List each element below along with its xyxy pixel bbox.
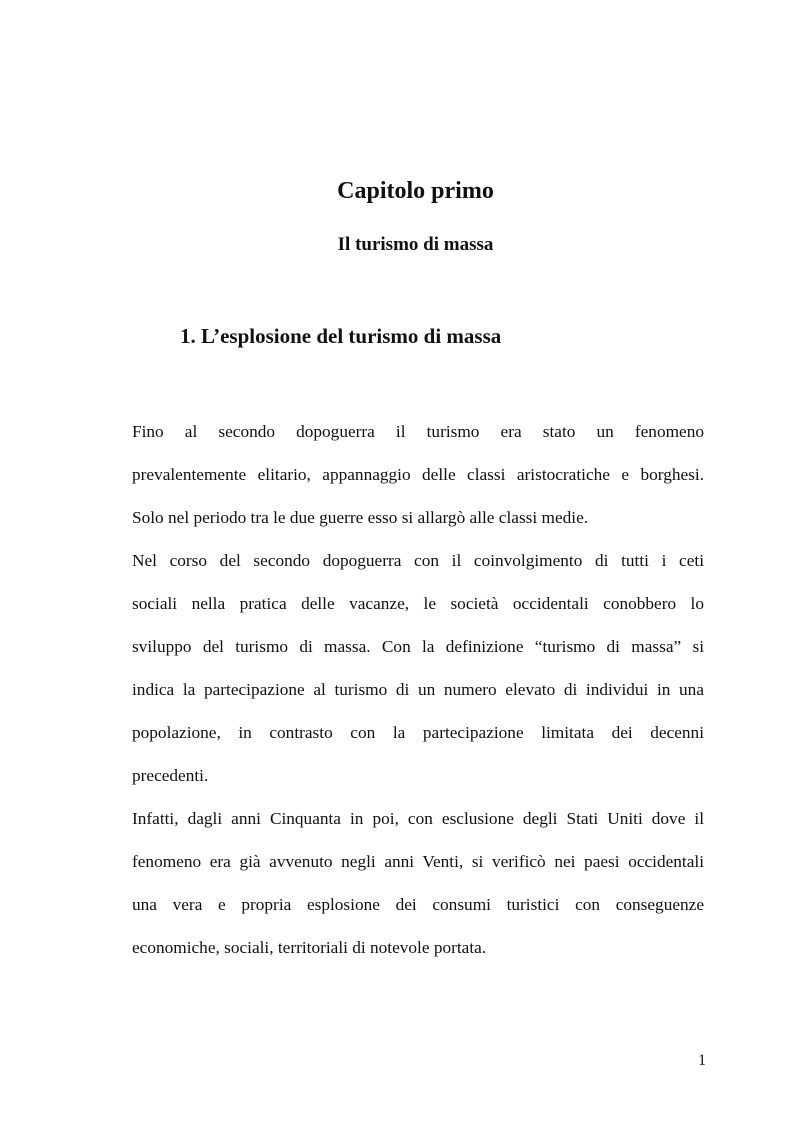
page-number: 1 [698,1052,706,1069]
text-line: popolazione, in contrasto con la partecipazione limitata dei decenni [132,723,704,742]
text-line: economiche, sociali, territoriali di notevole portata. [132,938,487,957]
text-line: Solo nel periodo tra le due guerre esso si allargò alle classi medie. [132,508,589,527]
text-line: Fino al secondo dopoguerra il turismo era stato un fenomeno [132,422,704,441]
section-heading: 1. L’esplosione del turismo di massa [180,324,502,348]
text-line: sociali nella pratica delle vacanze, le società occidentali conobbero lo [132,594,704,613]
text-line: Infatti, dagli anni Cinquanta in poi, con esclusione degli Stati Uniti dove il [132,809,704,828]
text-line: precedenti. [132,766,209,785]
text-line: Nel corso del secondo dopoguerra con il coinvolgimento di tutti i ceti [132,551,704,570]
body-text [132,410,704,969]
text-line: indica la partecipazione al turismo di un numero elevato di individui in una [132,680,704,699]
chapter-title: Capitolo primo [337,178,494,204]
text-line: prevalentemente elitario, appannaggio delle classi aristocratiche e borghesi. [132,465,704,484]
text-line: sviluppo del turismo di massa. Con la definizione “turismo di massa” si [132,637,704,656]
chapter-subtitle: Il turismo di massa [337,234,494,255]
text-line: fenomeno era già avvenuto negli anni Venti, si verificò nei paesi occidentali [132,852,704,871]
text-line: una vera e propria esplosione dei consumi turistici con conseguenze [132,895,704,914]
